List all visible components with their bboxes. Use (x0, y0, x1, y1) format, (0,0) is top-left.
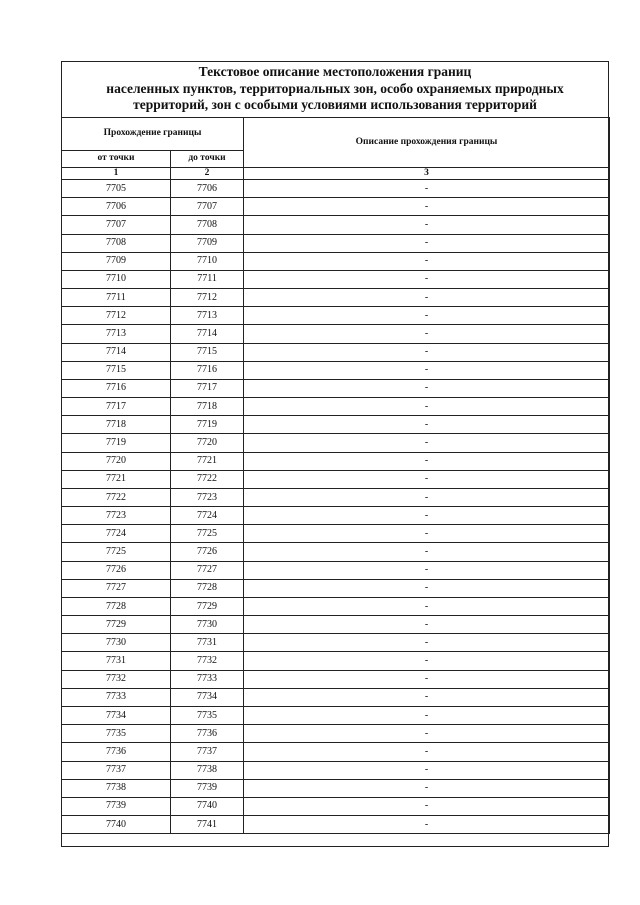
to-point-cell: 7710 (171, 252, 244, 270)
description-cell: - (244, 797, 610, 815)
to-point-cell: 7717 (171, 379, 244, 397)
from-point-cell: 7738 (62, 779, 171, 797)
table-row (62, 579, 610, 597)
to-point-cell: 7723 (171, 488, 244, 506)
to-point-cell: 7741 (171, 816, 244, 834)
description-cell: - (244, 634, 610, 652)
from-point-cell: 7720 (62, 452, 171, 470)
description-cell: - (244, 761, 610, 779)
table-row (62, 325, 610, 343)
from-point-cell: 7715 (62, 361, 171, 379)
description-cell: - (244, 270, 610, 288)
title-line: Текстовое описание местоположения границ (198, 64, 472, 79)
from-point-cell: 7739 (62, 797, 171, 815)
description-cell: - (244, 725, 610, 743)
from-point-cell: 7711 (62, 289, 171, 307)
table-row (62, 434, 610, 452)
to-point-cell: 7718 (171, 398, 244, 416)
table-row (62, 797, 610, 815)
table-row (62, 234, 610, 252)
table-row (62, 761, 610, 779)
table-row (62, 452, 610, 470)
description-cell: - (244, 325, 610, 343)
to-point-cell: 7733 (171, 670, 244, 688)
to-point-cell: 7734 (171, 688, 244, 706)
from-point-cell: 7733 (62, 688, 171, 706)
description-cell: - (244, 652, 610, 670)
to-point-cell: 7739 (171, 779, 244, 797)
to-point-cell: 7737 (171, 743, 244, 761)
from-point-cell: 7717 (62, 398, 171, 416)
description-cell: - (244, 307, 610, 325)
to-point-cell: 7721 (171, 452, 244, 470)
to-point-cell: 7732 (171, 652, 244, 670)
to-point-cell: 7720 (171, 434, 244, 452)
title-line: территорий, зон с особыми условиями использования территорий (133, 97, 537, 112)
to-point-cell: 7725 (171, 525, 244, 543)
table-row (62, 706, 610, 724)
from-point-cell: 7721 (62, 470, 171, 488)
table-row (62, 725, 610, 743)
to-point-cell: 7719 (171, 416, 244, 434)
description-cell: - (244, 706, 610, 724)
to-point-cell: 7724 (171, 507, 244, 525)
table-row (62, 616, 610, 634)
from-point-cell: 7737 (62, 761, 171, 779)
header-to-point: до точки (171, 151, 244, 168)
table-row (62, 670, 610, 688)
to-point-cell: 7726 (171, 543, 244, 561)
description-cell: - (244, 816, 610, 834)
description-cell: - (244, 379, 610, 397)
description-cell: - (244, 688, 610, 706)
table-row (62, 379, 610, 397)
table-row (62, 343, 610, 361)
from-point-cell: 7706 (62, 198, 171, 216)
from-point-cell: 7734 (62, 706, 171, 724)
to-point-cell: 7707 (171, 198, 244, 216)
from-point-cell: 7723 (62, 507, 171, 525)
boundary-table (61, 117, 610, 834)
to-point-cell: 7731 (171, 634, 244, 652)
from-point-cell: 7707 (62, 216, 171, 234)
to-point-cell: 7715 (171, 343, 244, 361)
from-point-cell: 7718 (62, 416, 171, 434)
table-row (62, 307, 610, 325)
table-row (62, 743, 610, 761)
to-point-cell: 7727 (171, 561, 244, 579)
table-row (62, 561, 610, 579)
table-row (62, 416, 610, 434)
from-point-cell: 7712 (62, 307, 171, 325)
table-row (62, 652, 610, 670)
from-point-cell: 7716 (62, 379, 171, 397)
table-row (62, 779, 610, 797)
from-point-cell: 7725 (62, 543, 171, 561)
from-point-cell: 7736 (62, 743, 171, 761)
description-cell: - (244, 488, 610, 506)
table-row (62, 525, 610, 543)
table-row (62, 597, 610, 615)
from-point-cell: 7710 (62, 270, 171, 288)
to-point-cell: 7709 (171, 234, 244, 252)
table-row (62, 507, 610, 525)
description-cell: - (244, 198, 610, 216)
column-number: 2 (171, 168, 244, 180)
to-point-cell: 7711 (171, 270, 244, 288)
description-cell: - (244, 234, 610, 252)
table-row (62, 543, 610, 561)
table-row (62, 816, 610, 834)
table-row (62, 634, 610, 652)
from-point-cell: 7729 (62, 616, 171, 634)
from-point-cell: 7726 (62, 561, 171, 579)
to-point-cell: 7736 (171, 725, 244, 743)
description-cell: - (244, 616, 610, 634)
header-from-point: от точки (62, 151, 171, 168)
table-row (62, 398, 610, 416)
to-point-cell: 7740 (171, 797, 244, 815)
to-point-cell: 7712 (171, 289, 244, 307)
to-point-cell: 7729 (171, 597, 244, 615)
description-cell: - (244, 452, 610, 470)
title-line: населенных пунктов, территориальных зон, особо охраняемых природных (106, 80, 564, 96)
description-cell: - (244, 779, 610, 797)
from-point-cell: 7708 (62, 234, 171, 252)
from-point-cell: 7709 (62, 252, 171, 270)
description-cell: - (244, 289, 610, 307)
description-cell: - (244, 252, 610, 270)
description-cell: - (244, 470, 610, 488)
document-title (61, 64, 609, 114)
from-point-cell: 7735 (62, 725, 171, 743)
table-row (62, 361, 610, 379)
table-row (62, 270, 610, 288)
description-cell: - (244, 507, 610, 525)
table-row (62, 688, 610, 706)
table-row (62, 198, 610, 216)
description-cell: - (244, 561, 610, 579)
from-point-cell: 7740 (62, 816, 171, 834)
table-row (62, 289, 610, 307)
from-point-cell: 7705 (62, 180, 171, 198)
to-point-cell: 7714 (171, 325, 244, 343)
from-point-cell: 7713 (62, 325, 171, 343)
description-cell: - (244, 597, 610, 615)
to-point-cell: 7713 (171, 307, 244, 325)
to-point-cell: 7730 (171, 616, 244, 634)
table-row (62, 252, 610, 270)
header-boundary-description: Описание прохождения границы (244, 118, 610, 168)
to-point-cell: 7706 (171, 180, 244, 198)
description-cell: - (244, 180, 610, 198)
from-point-cell: 7724 (62, 525, 171, 543)
from-point-cell: 7730 (62, 634, 171, 652)
to-point-cell: 7735 (171, 706, 244, 724)
to-point-cell: 7716 (171, 361, 244, 379)
header-boundary-passage: Прохождение границы (62, 118, 244, 151)
from-point-cell: 7719 (62, 434, 171, 452)
description-cell: - (244, 361, 610, 379)
description-cell: - (244, 216, 610, 234)
to-point-cell: 7738 (171, 761, 244, 779)
from-point-cell: 7714 (62, 343, 171, 361)
from-point-cell: 7732 (62, 670, 171, 688)
to-point-cell: 7728 (171, 579, 244, 597)
from-point-cell: 7727 (62, 579, 171, 597)
description-cell: - (244, 416, 610, 434)
description-cell: - (244, 525, 610, 543)
table-row (62, 488, 610, 506)
table-row (62, 216, 610, 234)
column-number: 1 (62, 168, 171, 180)
from-point-cell: 7731 (62, 652, 171, 670)
from-point-cell: 7722 (62, 488, 171, 506)
to-point-cell: 7722 (171, 470, 244, 488)
description-cell: - (244, 434, 610, 452)
column-number: 3 (244, 168, 610, 180)
from-point-cell: 7728 (62, 597, 171, 615)
description-cell: - (244, 743, 610, 761)
description-cell: - (244, 543, 610, 561)
description-cell: - (244, 343, 610, 361)
table-row (62, 470, 610, 488)
description-cell: - (244, 398, 610, 416)
to-point-cell: 7708 (171, 216, 244, 234)
description-cell: - (244, 670, 610, 688)
table-row (62, 180, 610, 198)
table-body (62, 180, 610, 834)
description-cell: - (244, 579, 610, 597)
